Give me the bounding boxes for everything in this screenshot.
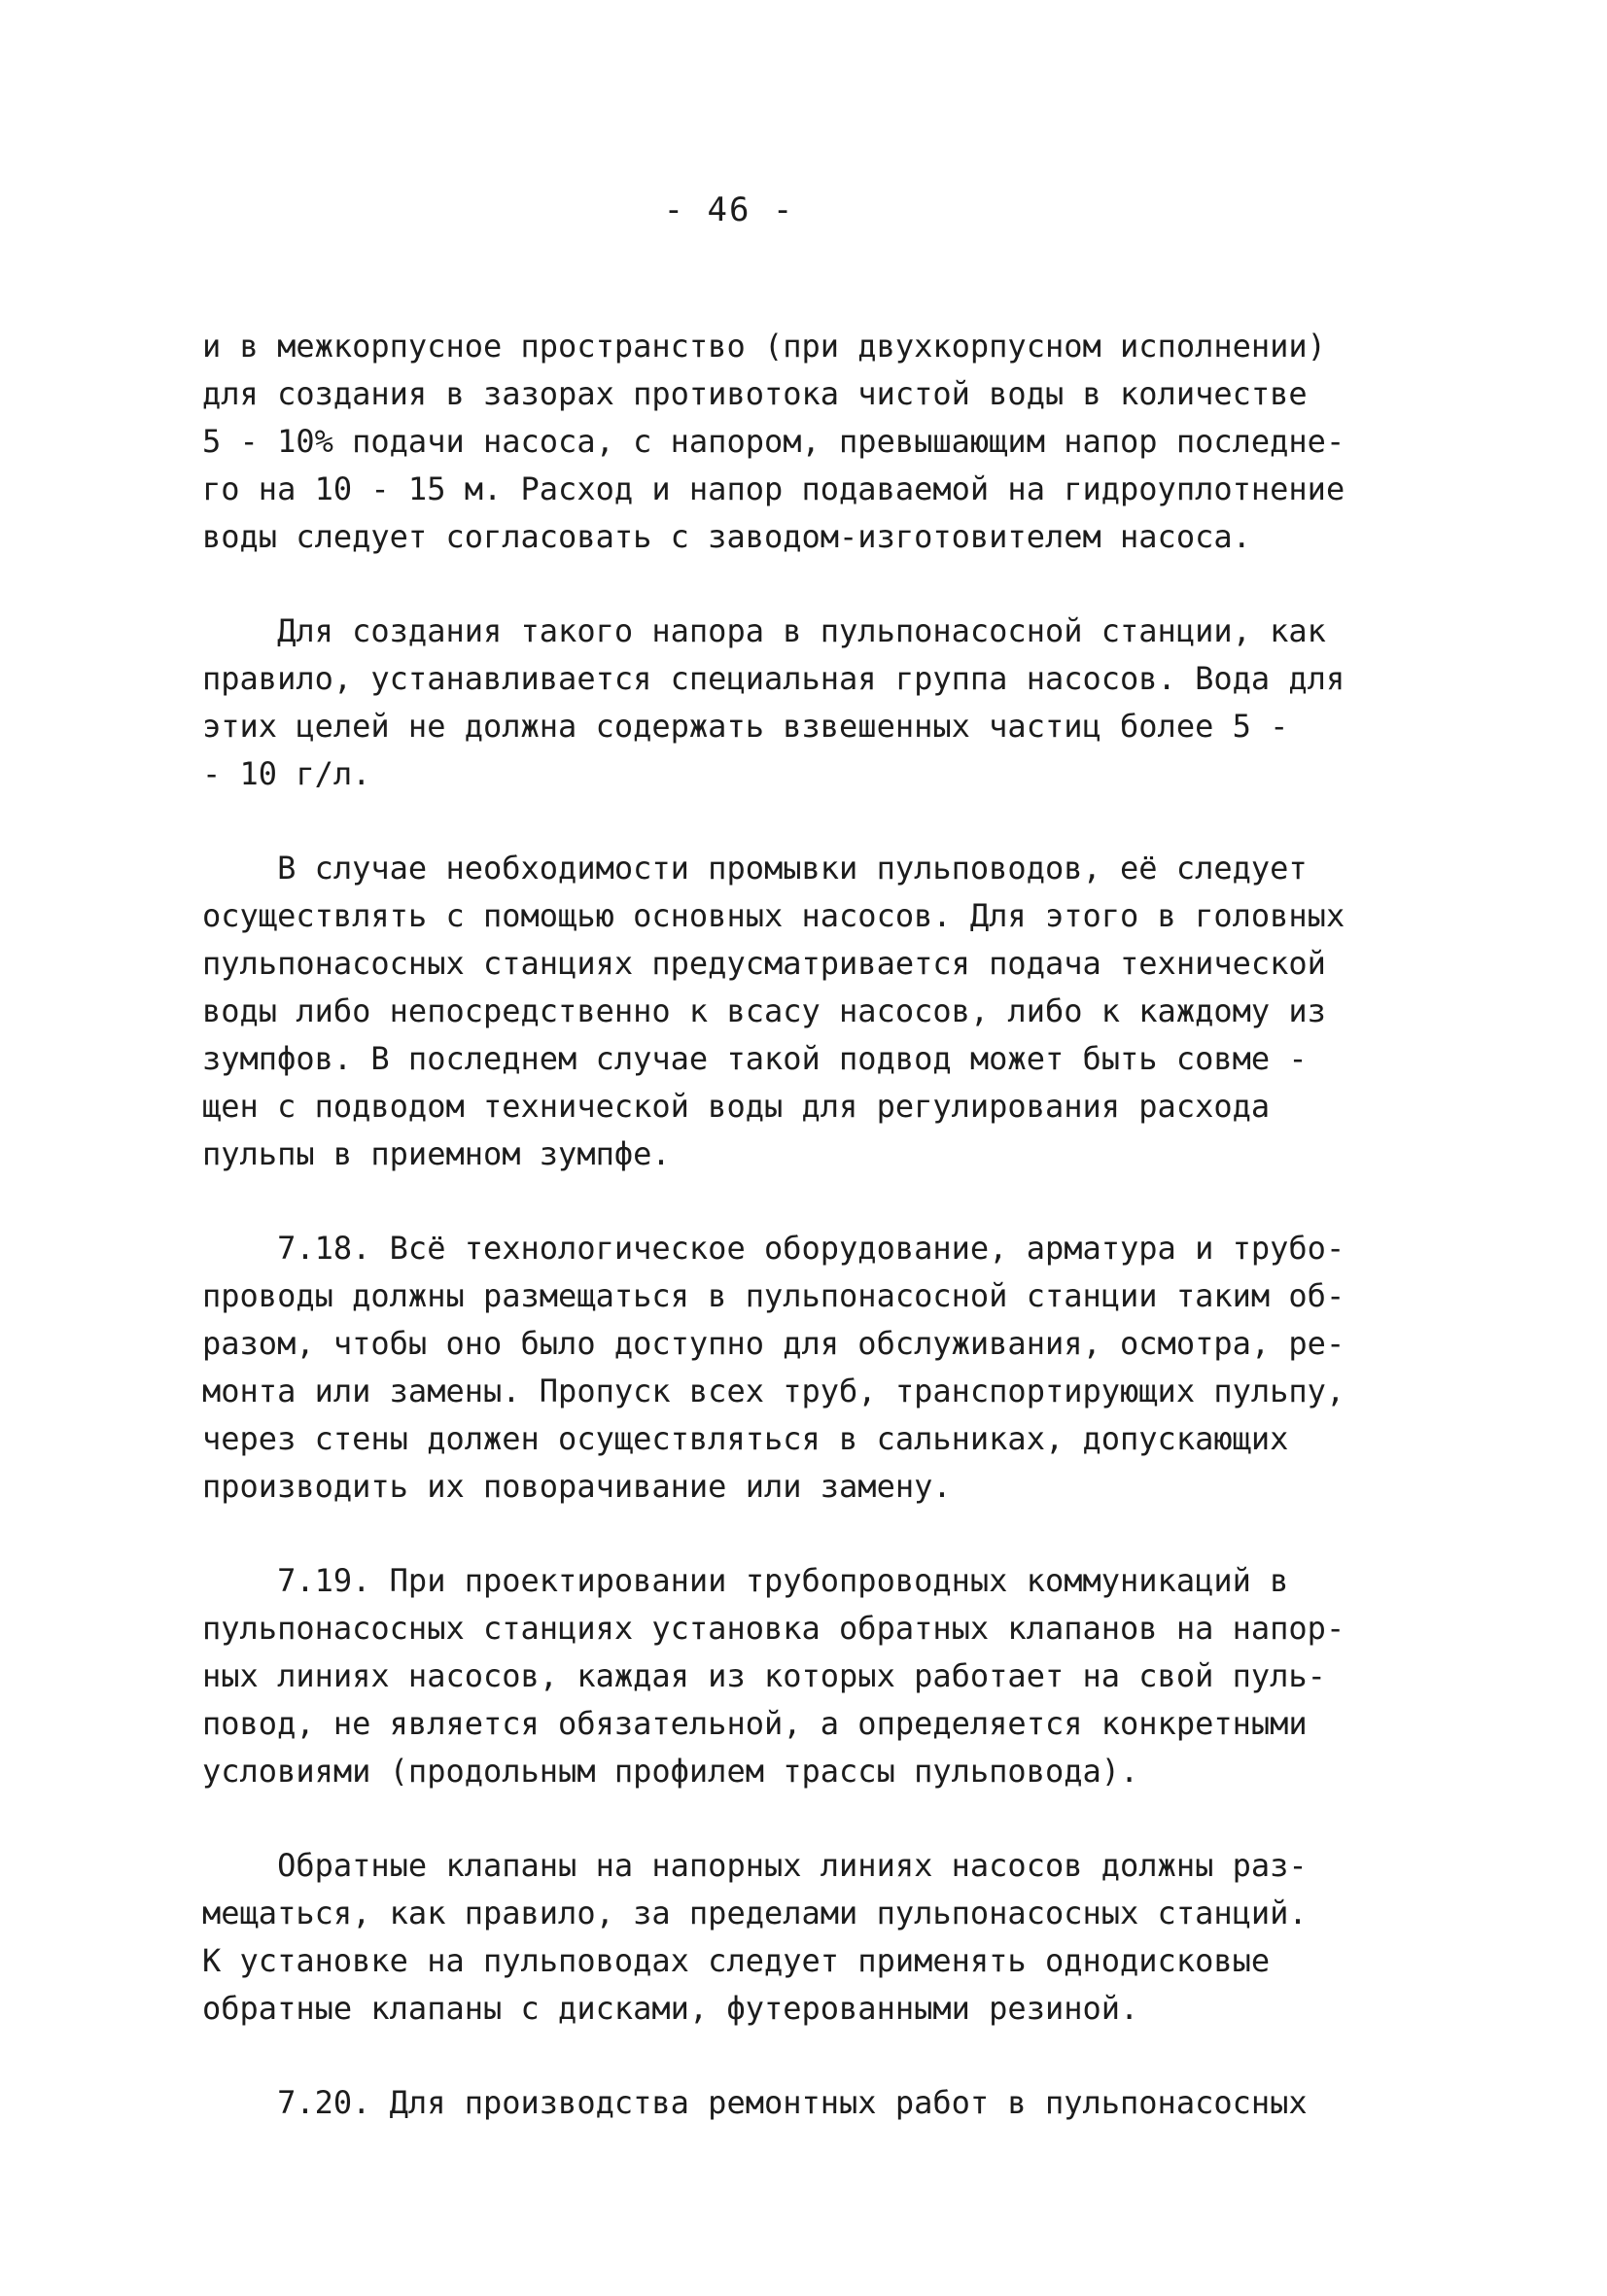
text-line: - 10 г/л. [202,755,371,792]
text-line: через стены должен осуществляться в сальниках, допускающих [202,1420,1289,1457]
text-line: 5 - 10% подачи насоса, с напором, превышающим напор последне- [202,423,1345,460]
text-line: В случае необходимости промывки пульповодов, её следует [202,850,1308,887]
text-line: го на 10 - 15 м. Расход и напор подаваемой на гидроуплотнение [202,470,1345,507]
text-line: Для создания такого напора в пульпонасосной станции, как [202,612,1326,649]
text-line: для создания в зазорах противотока чистой воды в количестве [202,375,1308,412]
paragraph [202,1557,1427,1795]
text-line: пульпы в приемном зумпфе. [202,1135,671,1172]
text-line: К установке на пульповодах следует применять однодисковые [202,1942,1271,1979]
text-line: мещаться, как правило, за пределами пульпонасосных станций. [202,1895,1308,1931]
text-line: воды либо непосредственно к всасу насосов, либо к каждому из [202,992,1326,1029]
text-line: правило, устанавливается специальная группа насосов. Вода для [202,660,1345,697]
paragraph [202,845,1427,1178]
text-line: обратные клапаны с дисками, футерованными резиной. [202,1990,1139,2027]
text-line: Обратные клапаны на напорных линиях насосов должны раз- [202,1847,1308,1884]
text-line: воды следует согласовать с заводом-изготовителем насоса. [202,518,1251,555]
text-line: 7.18. Всё технологическое оборудование, арматура и трубо- [202,1230,1345,1267]
text-line: ных линиях насосов, каждая из которых работает на свой пуль- [202,1657,1326,1694]
text-line: щен с подводом технической воды для регулирования расхода [202,1088,1271,1125]
paragraph [202,608,1427,798]
text-line: разом, чтобы оно было доступно для обслуживания, осмотра, ре- [202,1325,1345,1362]
paragraph [202,1842,1427,2033]
text-line: 7.20. Для производства ремонтных работ в пульпонасосных [202,2084,1308,2121]
body-text [202,323,1427,2174]
text-line: производить их поворачивание или замену. [202,1468,952,1505]
text-line: 7.19. При проектировании трубопроводных коммуникаций в [202,1562,1289,1599]
text-line: условиями (продольным профилем трассы пульповода). [202,1753,1139,1790]
text-line: проводы должны размещаться в пульпонасосной станции таким об- [202,1277,1345,1314]
paragraph [202,323,1427,561]
text-line: и в межкорпусное пространство (при двухкорпусном исполнении) [202,328,1326,365]
text-line: пульпонасосных станциях предусматривается подача технической [202,945,1326,982]
text-line: зумпфов. В последнем случае такой подвод может быть совме - [202,1040,1308,1077]
text-line: этих целей не должна содержать взвешенных частиц более 5 - [202,708,1289,745]
paragraph [202,1225,1427,1511]
text-line: пульпонасосных станциях установка обратных клапанов на напор- [202,1610,1345,1647]
page-number: - 46 - [663,191,795,229]
paragraph [202,2079,1427,2127]
text-line: осуществлять с помощью основных насосов. Для этого в головных [202,897,1345,934]
text-line: монта или замены. Пропуск всех труб, транспортирующих пульпу, [202,1373,1345,1409]
text-line: повод, не является обязательной, а определяется конкретными [202,1705,1308,1742]
